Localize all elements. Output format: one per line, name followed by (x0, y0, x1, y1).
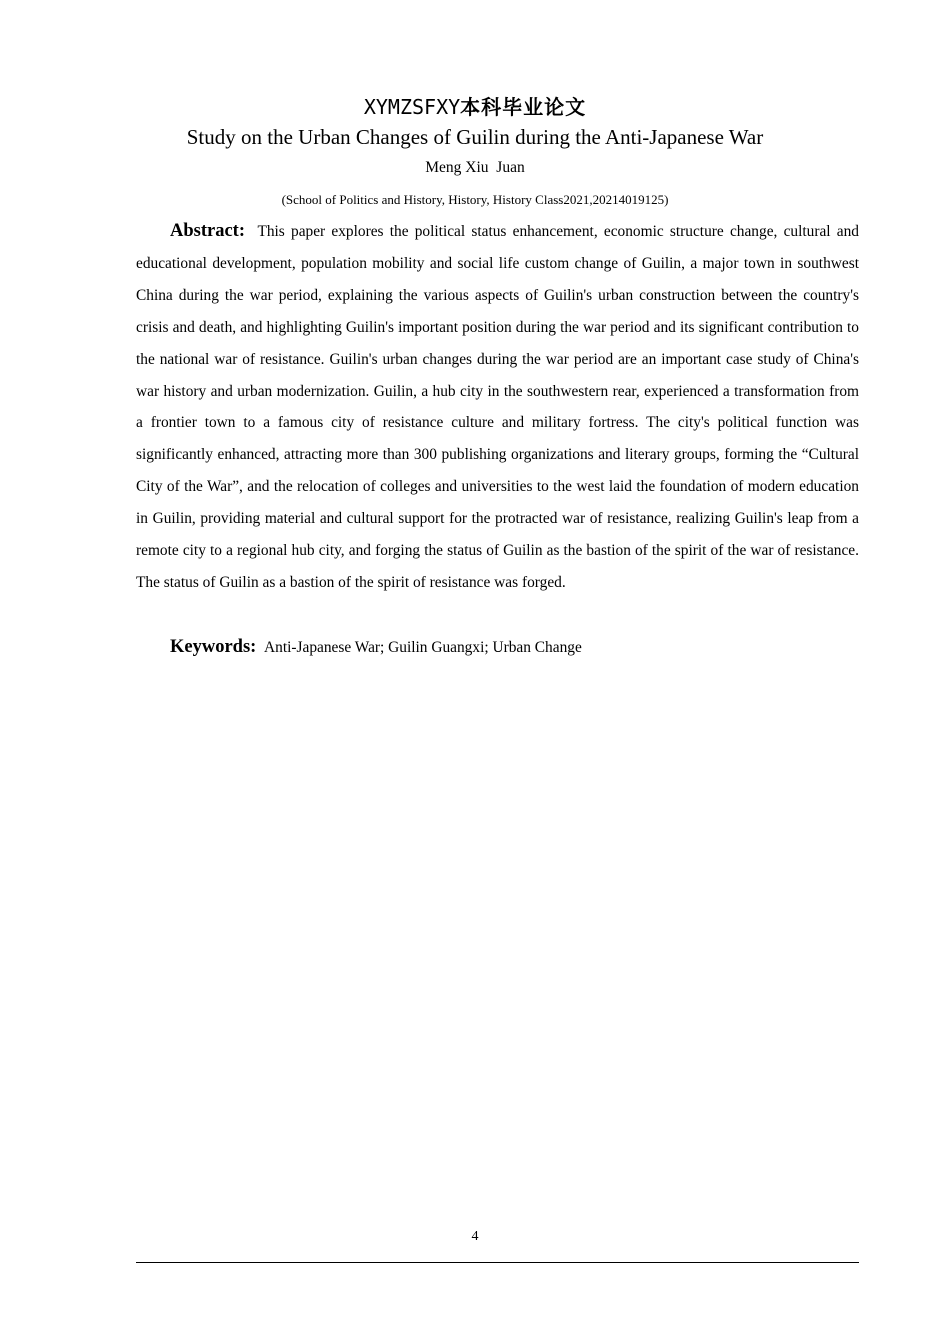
author-affiliation: (School of Politics and History, History, History Class2021,20214019125) (281, 192, 669, 207)
abstract-paragraph (136, 216, 859, 599)
keywords-text: Anti-Japanese War; Guilin Guangxi; Urban Change (264, 639, 582, 656)
paper-title: Study on the Urban Changes of Guilin during the Anti-Japanese War (186, 125, 764, 149)
running-header (0, 92, 950, 122)
page-number: 4 (471, 1229, 479, 1244)
footer-divider (136, 1262, 859, 1263)
abstract-label: Abstract: (170, 221, 246, 241)
header-chinese: 本科毕业论文 (460, 95, 587, 119)
keywords-label: Keywords: (170, 637, 257, 657)
header-latin: XYMZSFXY (363, 95, 461, 119)
keywords-paragraph (136, 632, 859, 663)
abstract-text: This paper explores the political status enhancement, economic structure change, cultural and educational development, population mobility and social life custom change of Guilin, a major town in southwest China during the war period, explaining the various aspects of Guilin's urban construction between the country's crisis and death, and highlighting Guilin's important position during the war period and its significant contribution to the national war of resistance. Guilin's urban changes during the war period are an important case study of China's war history and urban modernization. Guilin, a hub city in the southwestern rear, experienced a transformation from a frontier town to a famous city of resistance culture and military fortress. The city's political function was significantly enhanced, attracting more than 300 publishing organizations and literary groups, forming the “Cultural City of the War”, and the relocation of colleges and universities to the west laid the foundation of modern education in Guilin, providing material and cultural support for the protracted war of resistance, realizing Guilin's leap from a remote city to a regional hub city, and forging the status of Guilin as the bastion of the spirit of the war of resistance. The status of Guilin as a bastion of the spirit of resistance was forged. (136, 223, 860, 591)
author-name: Meng Xiu Juan (425, 159, 525, 176)
